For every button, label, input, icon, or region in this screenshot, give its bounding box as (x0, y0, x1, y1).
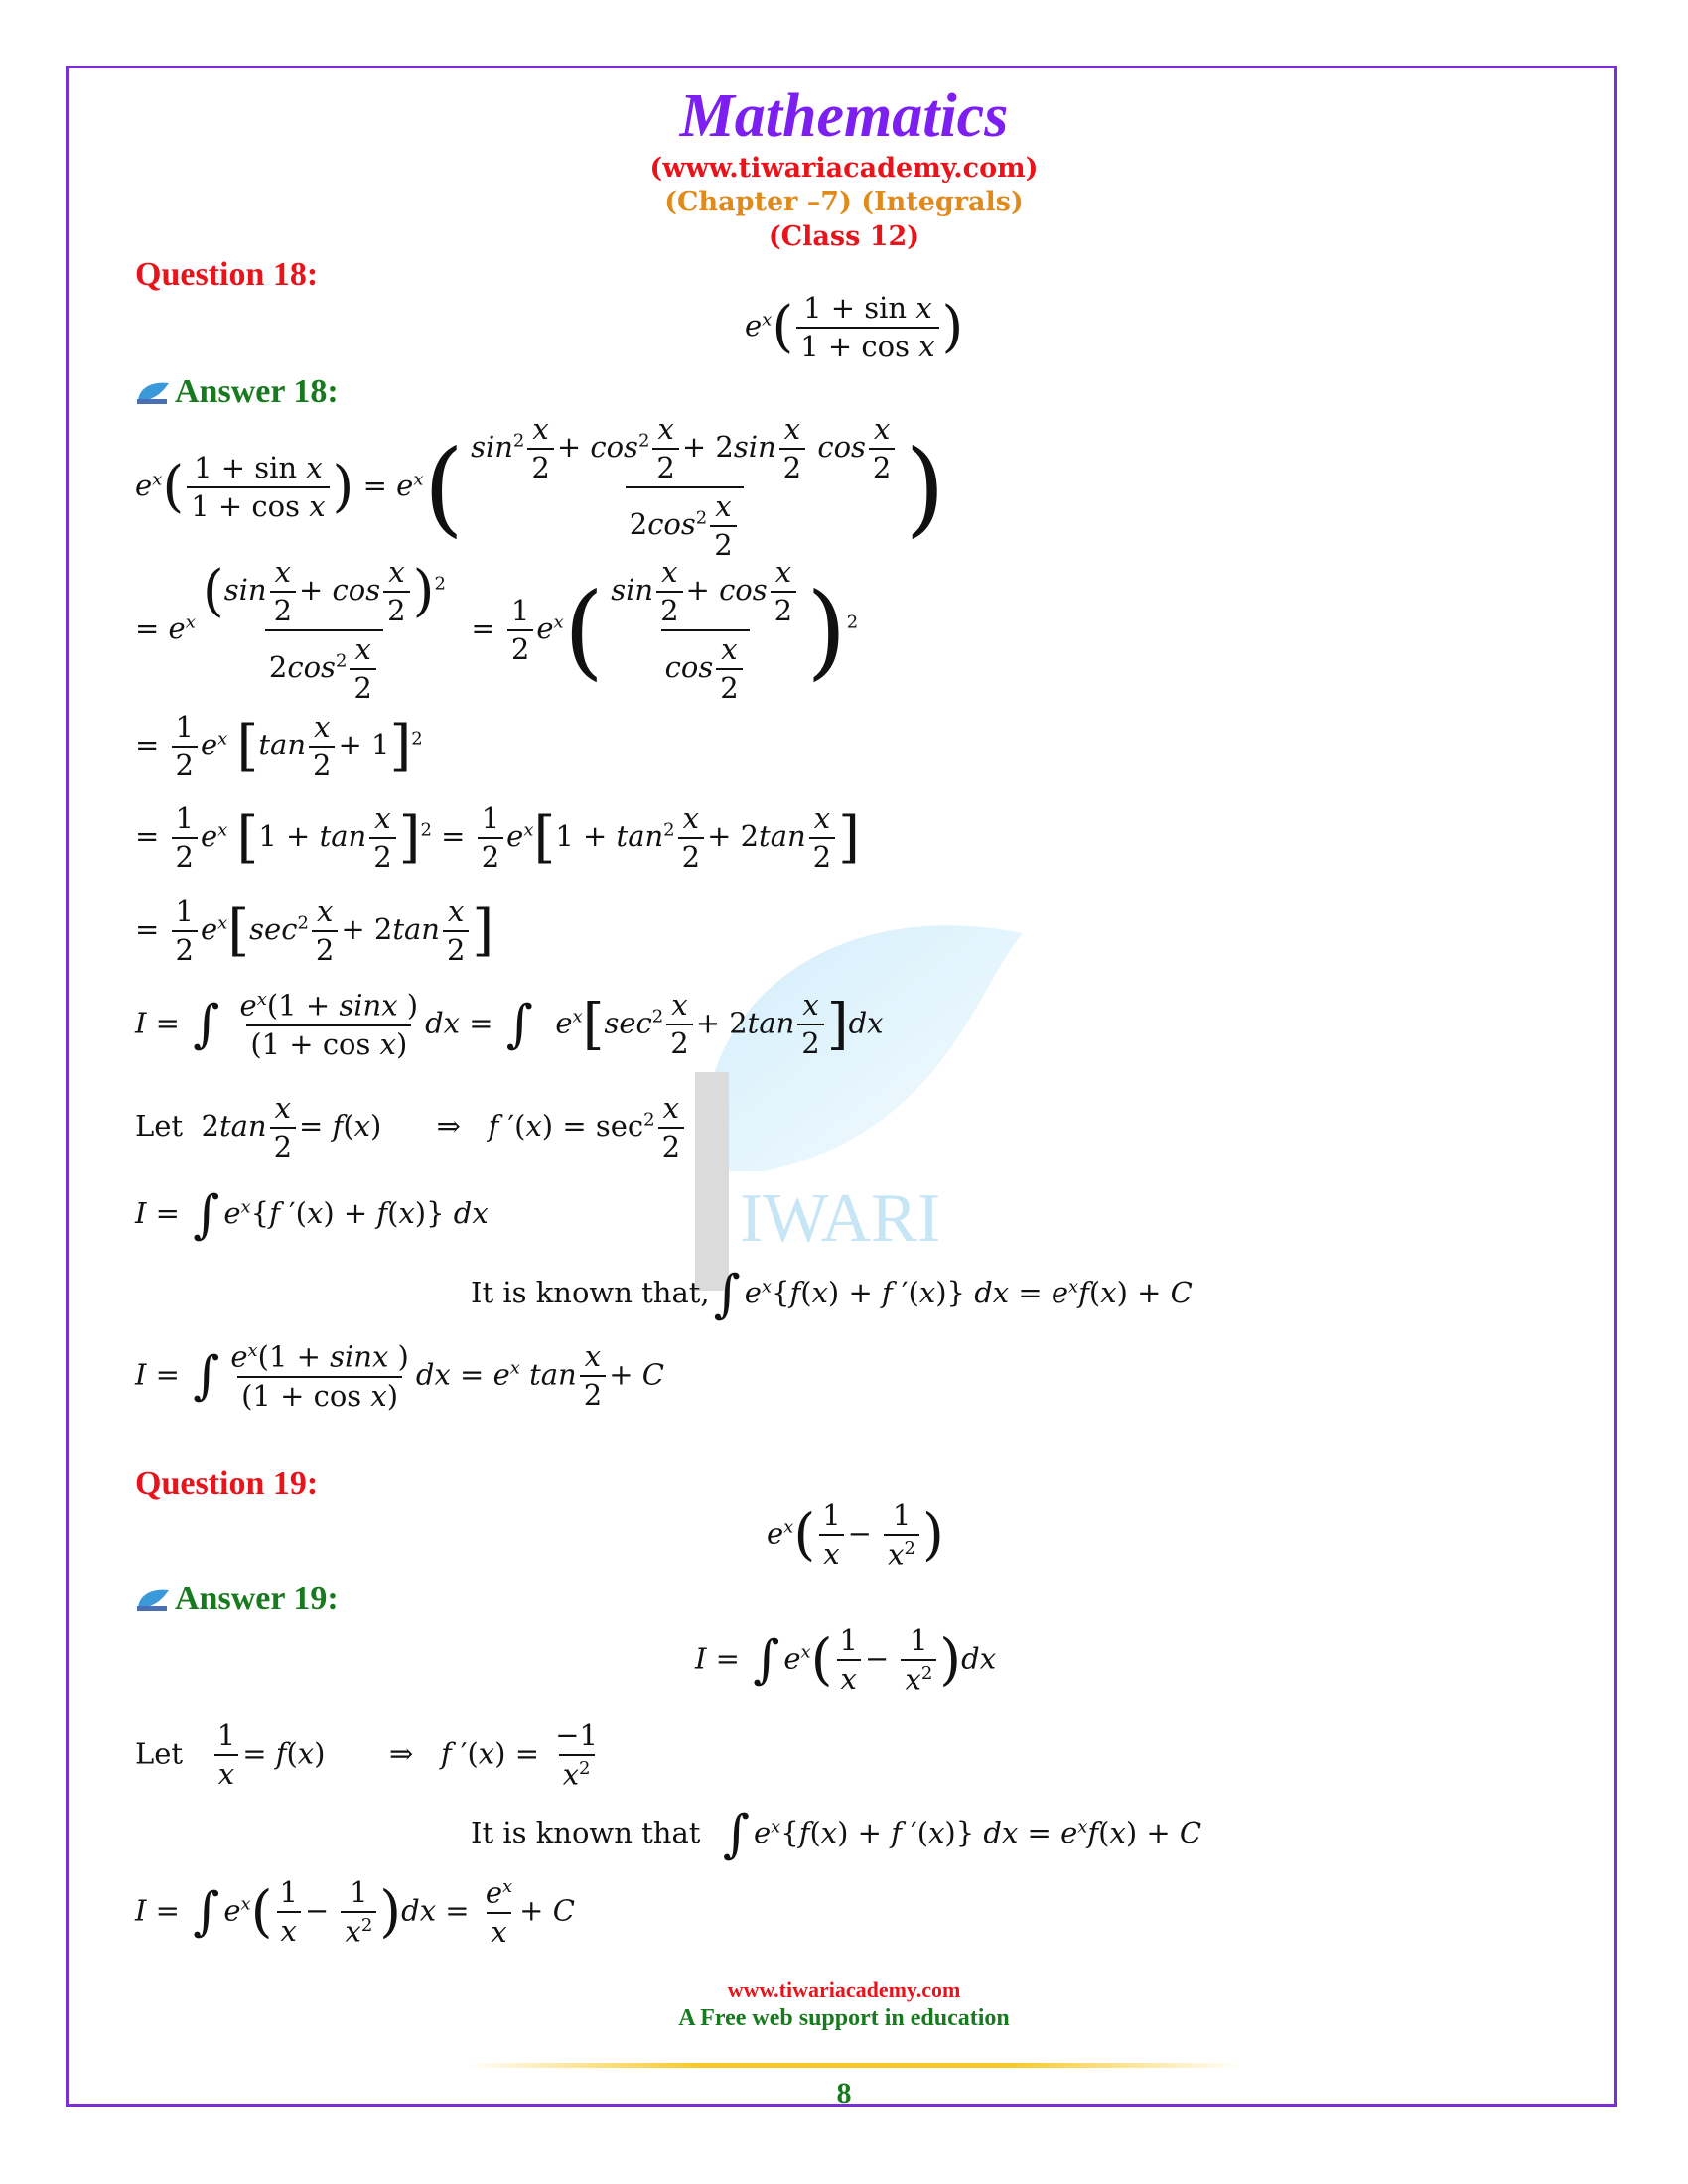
answer-18-text: Answer 18: (175, 373, 339, 410)
q19-known-result: It is known that ∫ $e^x\{f(x) + f$ ′(x)} dx = $e^xf(x) + C$ (471, 1805, 1202, 1864)
q19-step-2: Let $\frac{1}{x}$ = f(x) ⇒ f ′(x) = $\frac{-1}{x^2}$ (135, 1718, 598, 1792)
chapter-label: (Chapter –7) (Integrals) (664, 187, 1024, 217)
question-18-label: Question 18: (135, 256, 319, 293)
tiwari-leaf-watermark (645, 874, 1062, 1310)
q18-step-1: $e^x$( $\frac{\text{1 + sin x}}{\text{1 + cos x}}$ ) = $e^x$( $\sin^2$ $\frac{x}{2}$ + $\cos^2$ $\frac{x}{2}$ + 2sin $\frac{x}{2}$ cos $\frac{x}{2}$ $2\cos^2$ $\frac{x}{2}$ ) (135, 412, 945, 562)
q18-step-7: Let 2tan $\frac{x}{2}$ = f(x) ⇒ f $'(x) = \sec^2$ $\frac{x}{2}$ (135, 1094, 687, 1161)
q18-final: I = ∫ $\frac{e^x(1 + \sin x )}{\text{(1 + cos x)}}$ dx = $e^x$ tan $\frac{x}{2}$ + C (135, 1339, 664, 1413)
q18-let: Let (135, 1109, 184, 1143)
q19-let: Let (135, 1736, 184, 1771)
footer-tagline: A Free web support in education (678, 2005, 1010, 2031)
site-url: (www.tiwariacademy.com) (649, 153, 1039, 184)
q18-known: It is known that, (471, 1276, 710, 1309)
q18-known-result: It is known that,∫ $e^x\{f(x) + f$ ′(x)} dx = $e^xf(x) + C$ (471, 1265, 1193, 1324)
q19-statement: $e^x$( $\frac{1}{x}$ − $\frac{1}{x^2}$ ) (767, 1498, 944, 1571)
answer-19-label (135, 1580, 339, 1618)
tiwari-logo-icon (135, 1586, 171, 1612)
footer-divider (467, 2063, 1241, 2068)
tiwari-logo-icon (135, 379, 171, 405)
q18-step-2: = $e^x$ (sin $\frac{x}{2}$ + cos $\frac{x}{2}$ )$^2$ $2\cos^2$ $\frac{x}{2}$ = $\frac{1}{2}$ $e^x$( sin $\frac{x}{2}$ + cos $\frac{x}{2}$ cos $\frac{x}{2}$ )$^2$ (135, 555, 859, 705)
answer-18-label (135, 373, 339, 411)
footer-site-url: www.tiwariacademy.com (727, 1978, 961, 2002)
q19-final: I = ∫ $e^x$( $\frac{1}{x}$ − $\frac{1}{x^2}$ )dx = $\frac{e^x}{x}$ + C (135, 1875, 575, 1949)
q18-step-8: I = ∫ $e^x\{f$ ′(x) + f(x)} dx (135, 1185, 489, 1245)
q18-step-6: I = ∫ $\frac{e^x(1 + \sin x )}{\text{(1 + cos x)}}$ dx = ∫ $e^x[\sec^2$ $\frac{x}{2}$ + 2tan $\frac{x}{2}$ ]dx (135, 988, 884, 1061)
q19-known: It is known that (471, 1816, 701, 1849)
q18-step-5: = $\frac{1}{2}$ $e^x[\sec^2$ $\frac{x}{2}$ + 2tan $\frac{x}{2}$ ] (135, 894, 494, 967)
page-number: 8 (836, 2077, 852, 2110)
q18-statement: $e^x$( $\frac{\text{1 + sin x}}{\text{1 + cos x}}$ ) (745, 291, 964, 363)
page-title: Mathematics (679, 82, 1009, 150)
q18-step-3: = $\frac{1}{2}$ $e^x$ [tan $\frac{x}{2}$ + 1]$^2$ (135, 710, 423, 782)
q19-step-1: I = ∫ $e^x$( $\frac{1}{x}$ − $\frac{1}{x^2}$ )dx (695, 1623, 997, 1697)
q18-step-4: = $\frac{1}{2}$ $e^x$ [1 + tan $\frac{x}{2}$ ]$^2$ = $\frac{1}{2}$ $e^x[1 + \tan^2$ $\frac{x}{2}$ + 2tan $\frac{x}{2}$ ] (135, 801, 860, 874)
class-label: (Class 12) (768, 221, 920, 252)
watermark-text: IWARI (740, 1180, 941, 1257)
question-19-label: Question 19: (135, 1465, 319, 1502)
answer-19-text: Answer 19: (175, 1580, 339, 1617)
